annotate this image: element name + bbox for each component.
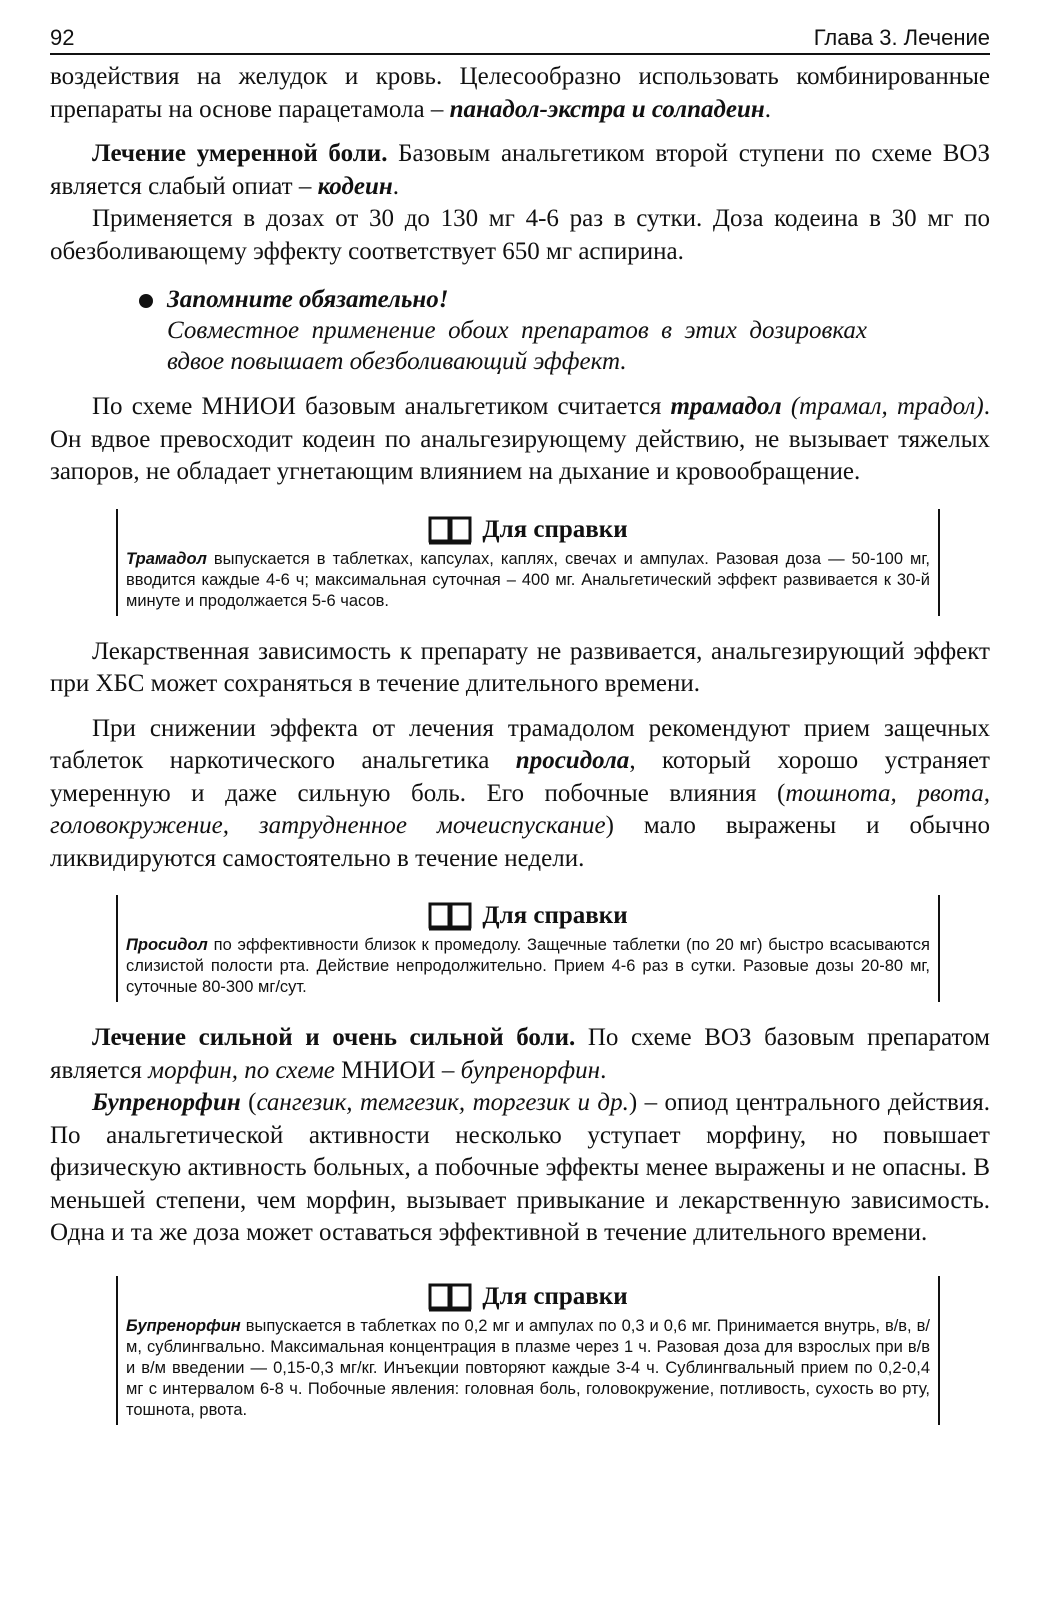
open-book-icon xyxy=(428,901,472,931)
open-book-icon xyxy=(428,515,472,545)
paragraph-3: Применяется в дозах от 30 до 130 мг 4-6 раз в сутки. Доза кодеина в 30 мг по обезболивающему эффекту соответствует 650 мг аспирина. xyxy=(50,205,990,265)
note-body: Совместное применение обоих препаратов в этих дозировках вдвое повышает обезболивающий эффект. xyxy=(167,317,867,376)
section-heading-severe-pain: Лечение сильной и очень сильной боли. xyxy=(92,1024,576,1052)
paragraph-2: Лечение умеренной боли. Базовым анальгетиком второй ступени по схеме ВОЗ является слабый опиат – кодеин. xyxy=(50,140,990,200)
reference-text: Бупренорфин выпускается в таблетках по 0,2 мг и ампулах по 0,3 и 0,6 мг. Принимается внутрь, в/в, в/м, сублингвально. Максимальная концентрация в плазме через 1 ч. Разовая доза для взрослых при в/в и в/м введении — 0,15-0,3 мг/кг. Инъекции повторяют каждые 3-4 ч. Сублингвальный прием по 0,2-0,4 мг с интервалом 6-8 ч. Побочные явления: головная боль, головокружение, потливость, сухость во рту, тошнота, рвота. xyxy=(126,1316,930,1419)
remember-note xyxy=(167,284,867,377)
paragraph-4: По схеме МНИОИ базовым анальгетиком считается трамадол (трамал, традол). Он вдвое превосходит кодеин по анальгезирующему действию, не вызывает тяжелых запоров, не обладает угнетающим влиянием на дыхание и кровообращение. xyxy=(50,393,990,486)
chapter-title: Глава 3. Лечение xyxy=(813,25,990,50)
paragraph-8: Бупренорфин (сангезик, темгезик, торгезик и др.) – опиод центрального действия. По анальгетической активности несколько уступает морфину, но повышает физическую активность больных, а побочные эффекты менее выражены и не опасны. В меньшей степени, чем морфин, вызывает привыкание и лекарственную зависимость. Одна и та же доза может оставаться эффективной в течение длительного времени. xyxy=(50,1089,990,1247)
paragraph-7: Лечение сильной и очень сильной боли. По схеме ВОЗ базовым препаратом является морфин, по схеме МНИОИ – бупренорфин. xyxy=(50,1024,990,1084)
open-book-icon xyxy=(428,1282,472,1312)
drug-tramadol: трамадол xyxy=(670,393,782,421)
bullet-icon xyxy=(139,294,153,308)
drug-prosidol: просидола xyxy=(515,747,630,775)
drug-names: панадол-экстра и солпадеин xyxy=(449,95,765,123)
reference-title: Для справки xyxy=(482,1282,628,1310)
page xyxy=(50,26,990,1445)
paragraph-1: воздействия на желудок и кровь. Целесообразно использовать комбинированные препараты на основе парацетамола – панадол-экстра и солпадеин. xyxy=(50,63,990,123)
drug-buprenorphine: Бупренорфин xyxy=(92,1089,241,1117)
reference-title: Для справки xyxy=(482,902,628,930)
paragraph-6: При снижении эффекта от лечения трамадолом рекомендуют прием защечных таблеток наркотического анальгетика просидола, который хорошо устраняет умеренную и даже сильную боль. Его побочные влияния (тошнота, рвота, головокружение, затрудненное мочеиспускание) мало выражены и обычно ликвидируются самостоятельно в течение недели. xyxy=(50,714,990,872)
section-heading-moderate-pain: Лечение умеренной боли. xyxy=(92,140,388,168)
reference-box-buprenorphine xyxy=(116,1276,940,1425)
reference-text: Трамадол выпускается в таблетках, капсулах, каплях, свечах и ампулах. Разовая доза — 50-100 мг, вводится каждые 4-6 ч; максимальная суточная – 400 мг. Анальгетический эффект развивается к 30-й минуте и продолжается 5-6 часов. xyxy=(126,549,930,610)
reference-text: Просидол по эффективности близок к промедолу. Защечные таблетки (по 20 мг) быстро всасываются слизистой полости рта. Действие непродолжительно. Прием 4-6 раз в сутки. Разовые дозы 20-80 мг, суточные 80-300 мг/сут. xyxy=(126,936,930,997)
reference-box-prosidol xyxy=(116,895,940,1002)
paragraph-5: Лекарственная зависимость к препарату не развивается, анальгезирующий эффект при ХБС может сохраняться в течение длительного времени. xyxy=(50,637,990,698)
reference-title: Для справки xyxy=(482,515,628,543)
note-title: Запомните обязательно! xyxy=(167,286,449,314)
reference-box-tramadol xyxy=(116,509,940,616)
page-header xyxy=(50,26,990,55)
page-number: 92 xyxy=(50,25,75,50)
drug-codeine: кодеин xyxy=(317,172,393,200)
